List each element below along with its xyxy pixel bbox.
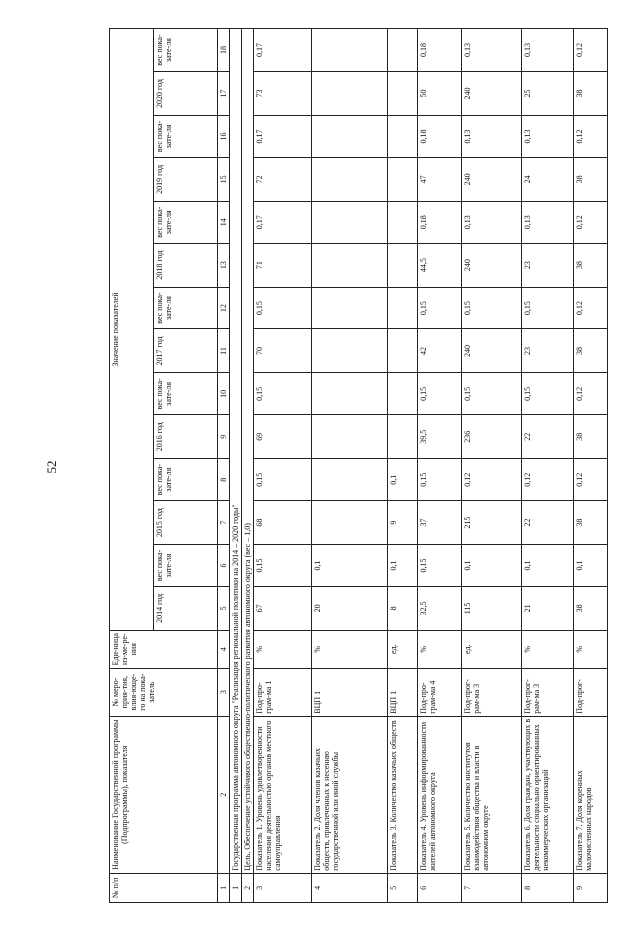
row-weight: 0,12 xyxy=(574,201,608,243)
header-name: Наименование Государственной программы (Подпрограммы), показателя xyxy=(110,716,218,873)
row-weight: 0,1 xyxy=(388,545,418,587)
year-label: 2014 год xyxy=(154,586,218,630)
column-number: 16 xyxy=(218,116,230,158)
row-weight: 0,13 xyxy=(522,29,574,72)
row-value: 39,5 xyxy=(418,415,462,459)
row-weight: 0,13 xyxy=(462,201,522,243)
header-event: № меро-прия-тия, влия-юще-го на пока-затель xyxy=(110,668,218,716)
row-value: 38 xyxy=(574,72,608,116)
row-weight: 0,12 xyxy=(574,29,608,72)
row-weight: 0,15 xyxy=(462,373,522,415)
row-value: 240 xyxy=(462,157,522,201)
column-number: 4 xyxy=(218,630,230,668)
weight-label: вес пока-зате-ля xyxy=(154,201,218,243)
row-value: 240 xyxy=(462,72,522,116)
row-value: 70 xyxy=(254,329,312,373)
row-value: 20 xyxy=(312,586,388,630)
row-weight: 0,18 xyxy=(418,29,462,72)
row-indicator-name: Показатель 5. Количество институтов взаимодействия общества и власти в автономном округе xyxy=(462,716,522,873)
row-value xyxy=(312,243,388,287)
row-weight: 0,17 xyxy=(254,116,312,158)
row-value: 42 xyxy=(418,329,462,373)
column-number: 3 xyxy=(218,668,230,716)
row-indicator-name: Показатель 6. Доля граждан, участвующих в деятельности социально ориентированных некоммерческих организаций xyxy=(522,716,574,873)
row-value: 37 xyxy=(418,501,462,545)
year-label: 2015 год xyxy=(154,501,218,545)
row-weight: 0,13 xyxy=(522,116,574,158)
row-weight: 0,12 xyxy=(462,459,522,501)
column-number: 14 xyxy=(218,201,230,243)
page-number: 52 xyxy=(44,460,59,474)
year-label: 2017 год xyxy=(154,329,218,373)
row-value: 115 xyxy=(462,586,522,630)
row-weight: 0,15 xyxy=(522,373,574,415)
row-weight: 0,15 xyxy=(462,287,522,329)
row-num: 6 xyxy=(418,873,462,902)
row-weight xyxy=(312,373,388,415)
row-num: 3 xyxy=(254,873,312,902)
row-weight xyxy=(388,116,418,158)
column-number: 7 xyxy=(218,501,230,545)
row-weight xyxy=(312,29,388,72)
row-num: 7 xyxy=(462,873,522,902)
row-weight xyxy=(312,201,388,243)
row-weight: 0,15 xyxy=(418,545,462,587)
row-value xyxy=(312,501,388,545)
table-row xyxy=(254,29,312,903)
column-number-row xyxy=(218,29,230,903)
row-value xyxy=(388,72,418,116)
row-value: 68 xyxy=(254,501,312,545)
row-event: Под-прог-рам-ма 3 xyxy=(522,668,574,716)
row-weight: 0,1 xyxy=(388,459,418,501)
row-unit: % xyxy=(254,630,312,668)
row-weight xyxy=(388,201,418,243)
row-weight: 0,15 xyxy=(254,545,312,587)
table-row xyxy=(522,29,574,903)
row-weight: 0,15 xyxy=(254,373,312,415)
column-number: 8 xyxy=(218,459,230,501)
row-value: 38 xyxy=(574,243,608,287)
goal-row xyxy=(242,29,254,903)
program-row-num: 1 xyxy=(230,873,242,902)
row-value: 22 xyxy=(522,415,574,459)
row-value: 25 xyxy=(522,72,574,116)
row-value xyxy=(312,157,388,201)
weight-label: вес пока-зате-ля xyxy=(154,373,218,415)
row-weight: 0,15 xyxy=(254,287,312,329)
row-weight: 0,15 xyxy=(418,373,462,415)
row-weight: 0,13 xyxy=(462,29,522,72)
program-row-text: Государственная программа автономного округа "Реализация региональной политики на 2014 – 2020 годы" xyxy=(230,29,242,874)
row-event: Под-про-грам-ма 4 xyxy=(418,668,462,716)
column-number: 1 xyxy=(218,873,230,902)
row-weight: 0,15 xyxy=(522,287,574,329)
row-weight: 0,12 xyxy=(574,459,608,501)
year-label: 2016 год xyxy=(154,415,218,459)
row-weight: 0,17 xyxy=(254,29,312,72)
row-value: 69 xyxy=(254,415,312,459)
row-weight: 0,15 xyxy=(254,459,312,501)
row-event: ВЦП 1 xyxy=(312,668,388,716)
rotated-page xyxy=(109,28,640,934)
row-indicator-name: Показатель 3. Количество казачьих обществ xyxy=(388,716,418,873)
row-weight: 0,1 xyxy=(462,545,522,587)
weight-label: вес пока-зате-ля xyxy=(154,287,218,329)
row-value: 38 xyxy=(574,157,608,201)
row-value: 44,5 xyxy=(418,243,462,287)
column-number: 17 xyxy=(218,72,230,116)
weight-label: вес пока-зате-ля xyxy=(154,29,218,72)
goal-row-text: Цель. Обеспечение устойчивого общественно-политического развития автономного округа (вес – 1,0) xyxy=(242,29,254,874)
header-values-group: Значение показателей xyxy=(110,29,154,631)
year-label: 2020 год xyxy=(154,72,218,116)
weight-label: вес пока-зате-ля xyxy=(154,459,218,501)
row-weight: 0,13 xyxy=(522,201,574,243)
goal-row-num: 2 xyxy=(242,873,254,902)
row-weight xyxy=(312,116,388,158)
row-weight: 0,13 xyxy=(462,116,522,158)
row-weight: 0,17 xyxy=(254,201,312,243)
header-unit: Еди-ница из-ме-ре-ния xyxy=(110,630,218,668)
row-value: 50 xyxy=(418,72,462,116)
row-value: 23 xyxy=(522,243,574,287)
row-value: 38 xyxy=(574,329,608,373)
row-value: 23 xyxy=(522,329,574,373)
row-weight: 0,12 xyxy=(574,287,608,329)
row-indicator-name: Показатель 2. Доля членов казачьих обществ, привлеченных к несению государственной или иной службы xyxy=(312,716,388,873)
row-value: 38 xyxy=(574,501,608,545)
row-value: 240 xyxy=(462,329,522,373)
row-weight xyxy=(312,287,388,329)
table-row xyxy=(574,29,608,903)
row-weight xyxy=(388,373,418,415)
row-value: 38 xyxy=(574,415,608,459)
column-number: 5 xyxy=(218,586,230,630)
row-value: 8 xyxy=(388,586,418,630)
column-number: 13 xyxy=(218,243,230,287)
row-weight: 0,12 xyxy=(574,116,608,158)
column-number: 9 xyxy=(218,415,230,459)
row-value: 215 xyxy=(462,501,522,545)
row-value: 21 xyxy=(522,586,574,630)
row-value: 32,5 xyxy=(418,586,462,630)
row-num: 5 xyxy=(388,873,418,902)
indicator-table xyxy=(109,28,608,903)
row-num: 4 xyxy=(312,873,388,902)
row-weight: 0,12 xyxy=(574,373,608,415)
year-label: 2018 год xyxy=(154,243,218,287)
row-weight: 0,15 xyxy=(418,287,462,329)
program-row xyxy=(230,29,242,903)
row-weight: 0,1 xyxy=(522,545,574,587)
row-unit: % xyxy=(312,630,388,668)
row-value xyxy=(388,329,418,373)
row-value xyxy=(388,415,418,459)
column-number: 18 xyxy=(218,29,230,72)
table-row xyxy=(462,29,522,903)
row-weight xyxy=(388,287,418,329)
row-value: 47 xyxy=(418,157,462,201)
row-value xyxy=(388,243,418,287)
weight-label: вес пока-зате-ля xyxy=(154,116,218,158)
row-indicator-name: Показатель 4. Уровень информированности жителей автономного округа xyxy=(418,716,462,873)
row-value xyxy=(312,329,388,373)
column-number: 15 xyxy=(218,157,230,201)
row-value: 9 xyxy=(388,501,418,545)
row-event: Под-про-грам-ма 1 xyxy=(254,668,312,716)
column-number: 10 xyxy=(218,373,230,415)
row-value: 67 xyxy=(254,586,312,630)
row-value: 240 xyxy=(462,243,522,287)
table-row xyxy=(312,29,388,903)
row-indicator-name: Показатель 7. Доля коренных малочисленных народов xyxy=(574,716,608,873)
row-event: ВЦП 1 xyxy=(388,668,418,716)
row-value: 73 xyxy=(254,72,312,116)
row-value: 72 xyxy=(254,157,312,201)
row-num: 8 xyxy=(522,873,574,902)
row-weight: 0,15 xyxy=(418,459,462,501)
row-weight: 0,12 xyxy=(522,459,574,501)
column-number: 6 xyxy=(218,545,230,587)
row-unit: % xyxy=(418,630,462,668)
column-number: 11 xyxy=(218,329,230,373)
row-weight xyxy=(388,29,418,72)
row-event: Под-прог- xyxy=(574,668,608,716)
row-value xyxy=(388,157,418,201)
row-value: 24 xyxy=(522,157,574,201)
row-value: 236 xyxy=(462,415,522,459)
year-label: 2019 год xyxy=(154,157,218,201)
row-value xyxy=(312,415,388,459)
row-weight xyxy=(312,459,388,501)
row-indicator-name: Показатель 1. Уровень удовлетворенности населения деятельностью органов местного самоуправления xyxy=(254,716,312,873)
row-value: 38 xyxy=(574,586,608,630)
row-unit: % xyxy=(574,630,608,668)
row-weight: 0,18 xyxy=(418,116,462,158)
row-value: 71 xyxy=(254,243,312,287)
weight-label: вес пока-зате-ля xyxy=(154,545,218,587)
row-weight: 0,1 xyxy=(574,545,608,587)
row-unit: ед. xyxy=(462,630,522,668)
row-unit: ед. xyxy=(388,630,418,668)
row-value: 22 xyxy=(522,501,574,545)
row-value xyxy=(312,72,388,116)
row-weight: 0,18 xyxy=(418,201,462,243)
column-number: 2 xyxy=(218,716,230,873)
row-num: 9 xyxy=(574,873,608,902)
table-row xyxy=(418,29,462,903)
column-number: 12 xyxy=(218,287,230,329)
header-num: № п/п xyxy=(110,873,218,902)
row-unit: % xyxy=(522,630,574,668)
table-row xyxy=(388,29,418,903)
row-event: Под-прог-рам-ма 3 xyxy=(462,668,522,716)
row-weight: 0,1 xyxy=(312,545,388,587)
indicator-table-container xyxy=(109,28,630,903)
